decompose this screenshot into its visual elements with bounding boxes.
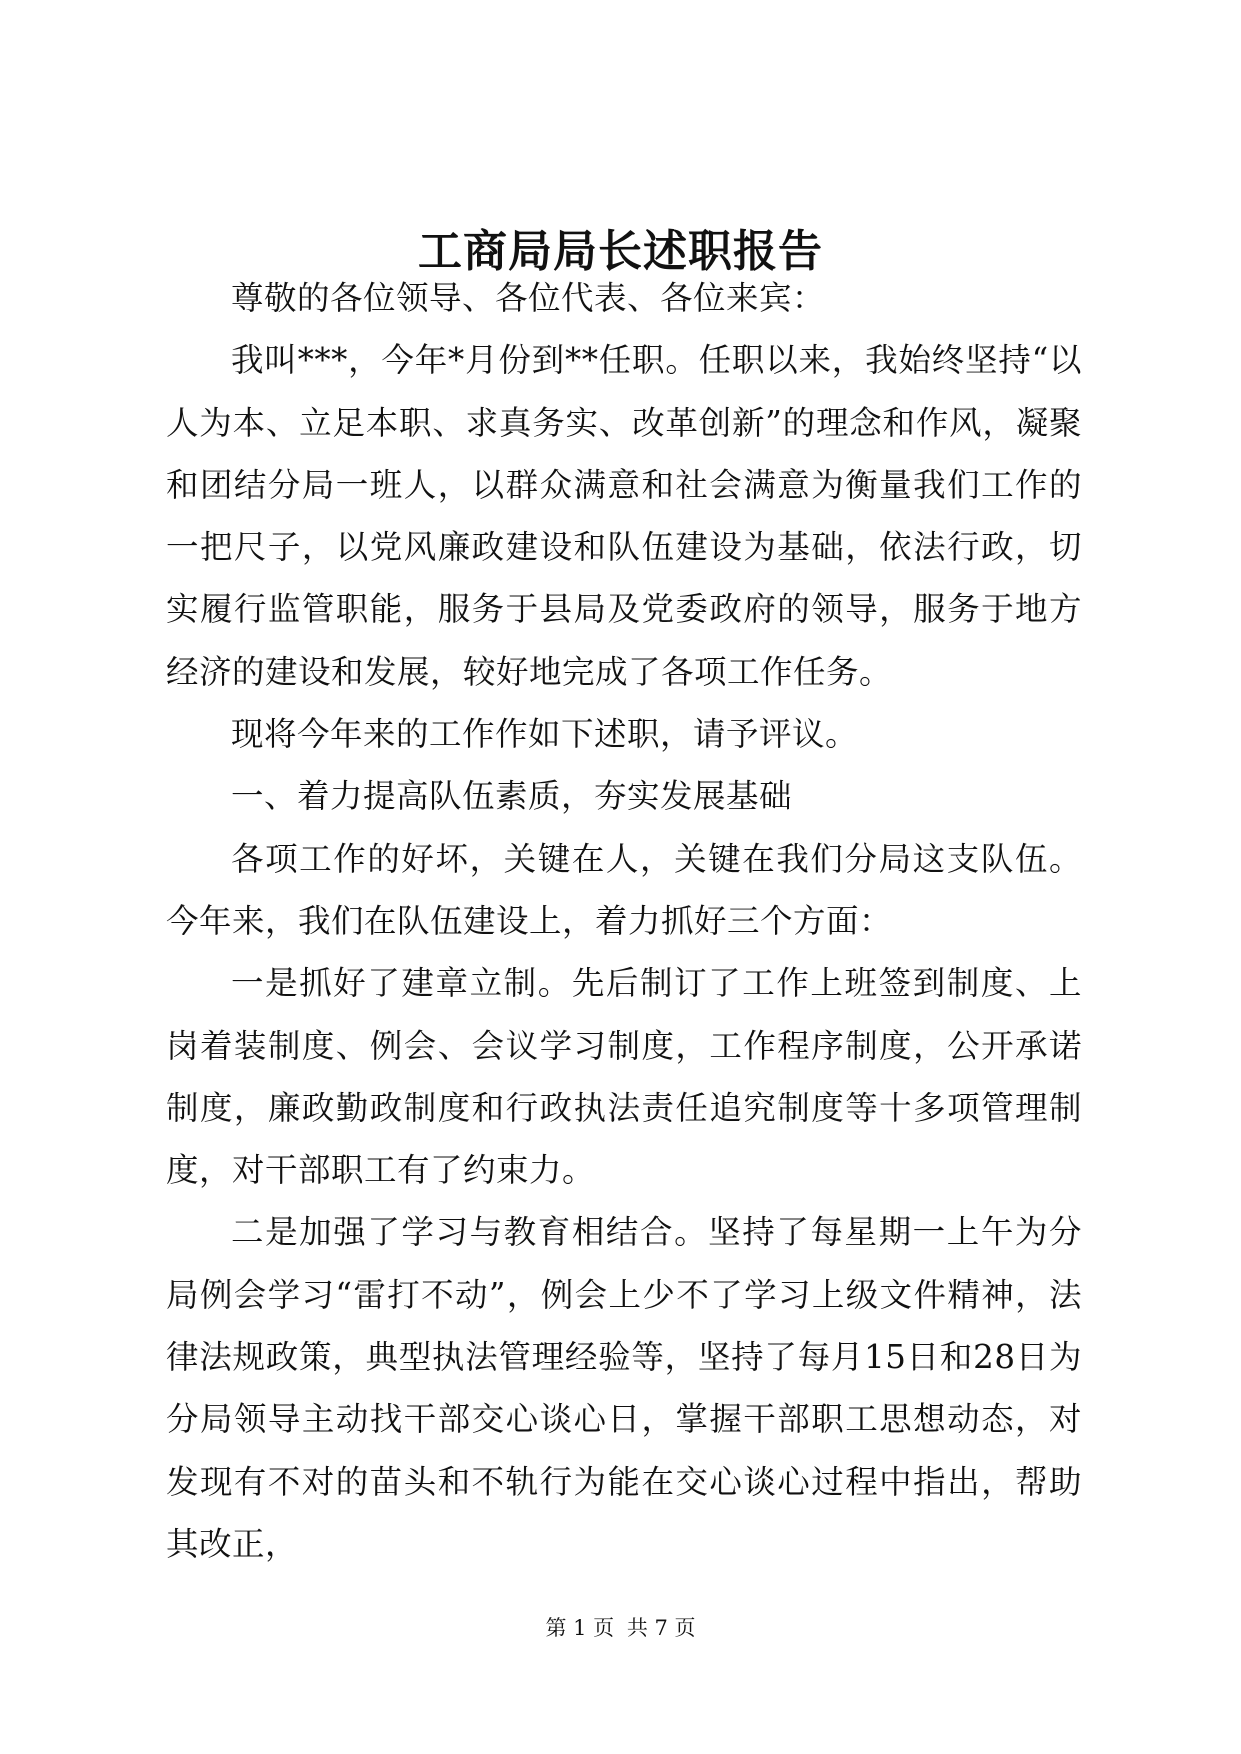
transition-paragraph: 现将今年来的工作作如下述职，请予评议。 xyxy=(231,715,859,754)
document-title: 工商局局长述职报告 xyxy=(418,226,823,277)
point-1-paragraph: 一是抓好了建章立制。先后制订了工作上班签到制度、上岗着装制度、例会、会议学习制度，工作程序制度，公开承诺制度，廉政勤政制度和行政执法责任追究制度等十多项管理制度，对干部职工有了约束力。 xyxy=(166,964,1082,1190)
intro-paragraph: 我叫***，今年*月份到**任职。任职以来，我始终坚持“以人为本、立足本职、求真务实、改革创新”的理念和作风，凝聚和团结分局一班人，以群众满意和社会满意为衡量我们工作的一把尺子，以党风廉政建设和队伍建设为基础，依法行政，切实履行监管职能，服务于县局及党委政府的领导，服务于地方经济的建设和发展，较好地完成了各项工作任务。 xyxy=(166,341,1082,691)
document-body xyxy=(166,267,1082,1575)
point-2-paragraph: 二是加强了学习与教育相结合。坚持了每星期一上午为分局例会学习“雷打不动”，例会上少不了学习上级文件精神，法律法规政策，典型执法管理经验等，坚持了每月15日和28日为分局领导主动找干部交心谈心日，掌握干部职工思想动态，对发现有不对的苗头和不轨行为能在交心谈心过程中指出，帮助其改正， xyxy=(166,1213,1082,1563)
salutation-paragraph: 尊敬的各位领导、各位代表、各位来宾： xyxy=(231,279,826,317)
page-total: 共 7 页 xyxy=(626,1616,696,1640)
section-1-intro-paragraph: 各项工作的好坏，关键在人，关键在我们分局这支队伍。今年来，我们在队伍建设上，着力抓好三个方面： xyxy=(166,839,1082,940)
section-heading-1: 一、着力提高队伍素质，夯实发展基础 xyxy=(231,777,793,816)
page-number: 第 1 页 xyxy=(545,1616,615,1640)
page-footer xyxy=(0,1614,1241,1642)
